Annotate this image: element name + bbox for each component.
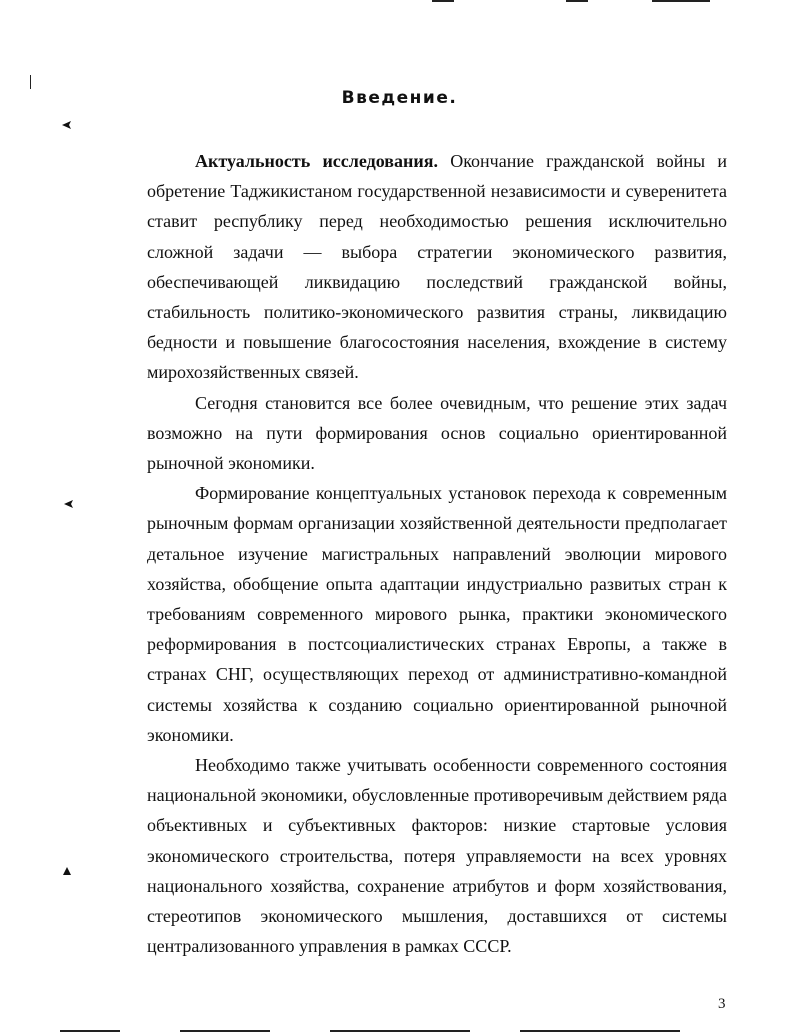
scan-line-bottom-4 [520, 1030, 680, 1032]
page-number: 3 [718, 996, 726, 1012]
paragraph-text: Сегодня становится все более очевидным, что решение этих задач возможно на пути формирования основ социально ориентированной рыночной экономики. [147, 392, 727, 474]
document-body [147, 146, 727, 961]
paragraph-text: Окончание гражданской войны и обретение Таджикистаном государственной независимости и суверенитета ставит республику перед необходимостью решения исключительно сложной задачи — выбора стратегии экономического развития, обеспечивающей ликвидацию последствий гражданской войны, стабильность политико-экономического развития страны, ликвидацию бедности и повышение благосостояния населения, вхождение в систему мирохозяйственных связей. [147, 151, 727, 383]
margin-mark-icon [62, 120, 72, 130]
margin-mark-icon [62, 866, 72, 876]
scan-line-top-3 [652, 0, 710, 2]
scan-line-bottom-1 [60, 1030, 120, 1032]
paragraph-lead-in: Актуальность исследования. [195, 151, 438, 171]
paragraph-text: Необходимо также учитывать особенности современного состояния национальной экономики, обусловленные противоречивым действием ряда объективных и субъективных факторов: низкие стартовые условия экономического строительства, потеря управляемости на всех уровнях национального хозяйства, сохранение атрибутов и форм хозяйствования, стереотипов экономического мышления, доставшихся от системы централизованного управления в рамках СССР. [147, 755, 727, 957]
page-title: Введение. [341, 88, 458, 108]
scan-line-bottom-2 [180, 1030, 270, 1032]
scan-line-top-1 [432, 0, 454, 2]
scan-line-left [30, 75, 31, 89]
paragraph-relevance [147, 146, 727, 388]
scan-line-bottom-3 [330, 1030, 470, 1032]
scan-line-top-2 [566, 0, 588, 2]
margin-mark-icon [64, 499, 74, 509]
paragraph-text: Формирование концептуальных установок перехода к современным рыночным формам организации хозяйственной деятельности предполагает детальное изучение магистральных направлений эволюции мирового хозяйства, обобщение опыта адаптации индустриально развитых стран к требованиям современного мирового рынка, практики экономического реформирования в постсоциалистических странах Европы, а также в странах СНГ, осуществляющих переход от административно-командной системы хозяйства к созданию социально ориентированной рыночной экономики. [147, 483, 727, 745]
